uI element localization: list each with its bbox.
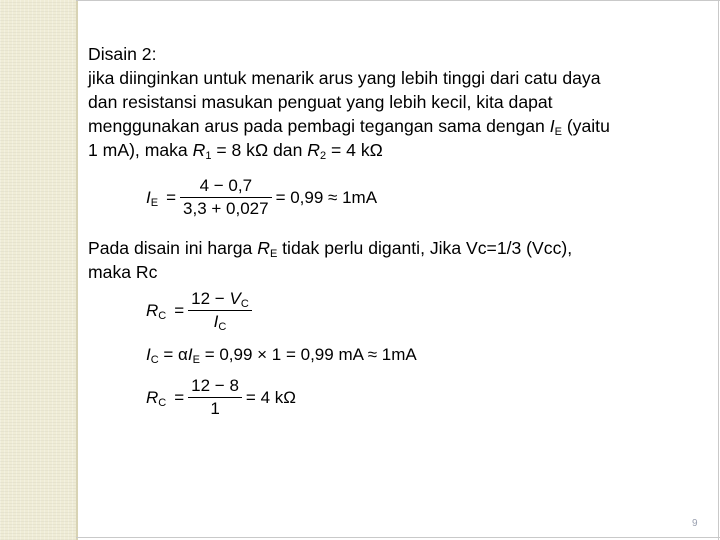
paragraph-2-line-1: Pada disain ini harga $R_E$ tidak perlu diganti, Jika Vc=1/3 (Vcc), <box>88 238 573 260</box>
fraction-ie: $\frac{4 - 0,7}{3,3 + 0,027}$ <box>180 176 272 219</box>
fraction-rc-formula: $\frac{12 - V_C}{I_C}$ <box>188 289 252 332</box>
equation-rc-value: $R_C$ = $\frac{12 - 8}{1}$ = 4 kΩ <box>146 376 296 418</box>
paragraph-1-line-4: 1 mA), maka $R_1 = 8$ kΩ dan $R_2 = 4$ kΩ <box>88 140 383 162</box>
paragraph-1-line-1: jika diinginkan untuk menarik arus yang lebih tinggi dari catu daya <box>88 68 601 88</box>
paragraph-2-line-2: maka Rc <box>88 262 158 282</box>
paragraph-2 <box>88 236 698 284</box>
decorative-sidebar <box>0 0 78 540</box>
page-number: 9 <box>692 518 698 529</box>
heading: Disain 2: <box>88 44 157 64</box>
equation-ie: $I_E$ = $\frac{4 - 0,7}{3,3 + 0,027}$ = 0,99 ≈ 1mA <box>146 176 378 218</box>
slide-text <box>88 42 698 162</box>
paragraph-1-line-2: dan resistansi masukan penguat yang lebih kecil, kita dapat <box>88 92 553 112</box>
frame-top-line <box>76 0 720 1</box>
equation-ic: $I_C$ = α $I_E$ = 0,99 × 1 = 0,99 mA ≈ 1mA <box>146 345 417 366</box>
fraction-rc-value: $\frac{12 - 8}{1}$ <box>188 376 242 419</box>
frame-right-line <box>718 0 719 540</box>
frame-bottom-line <box>76 537 720 538</box>
equation-rc-formula: $R_C$ = $\frac{12 - V_C}{I_C}$ <box>146 289 256 332</box>
paragraph-1-line-3: menggunakan arus pada pembagi tegangan sama dengan $I_E$ (yaitu <box>88 116 610 138</box>
